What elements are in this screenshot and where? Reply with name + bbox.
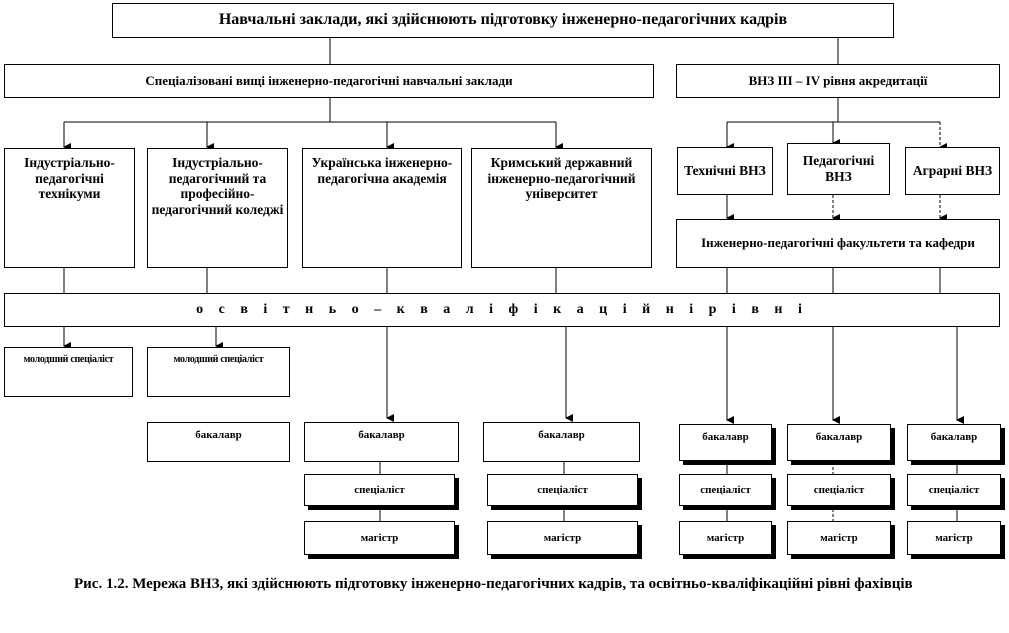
institution-industrial-colleges: Індустріально-педагогічний та професійно-педагогічний коледжі <box>147 148 288 268</box>
level-master-academy: магістр <box>304 521 455 555</box>
level-bachelor-technical: бакалавр <box>679 424 772 461</box>
institution-crimean-university: Кримський державний інженерно-педагогічний університет <box>471 148 652 268</box>
level-junior-specialist: молодший спеціаліст <box>4 347 133 397</box>
type-pedagogical: Педагогічні ВНЗ <box>787 143 890 195</box>
engineering-pedagogical-faculties: Інженерно-педагогічні факультети та кафедри <box>676 219 1000 268</box>
figure-caption: Рис. 1.2. Мережа ВНЗ, які здійснюють підготовку інженерно-педагогічних кадрів, та освітньо-кваліфікаційні рівні фахівців <box>74 576 913 592</box>
institution-ukrainian-academy: Українська інженерно-педагогічна академія <box>302 148 462 268</box>
level-specialist-academy: спеціаліст <box>304 474 455 506</box>
level-junior-specialist-college: молодший спеціаліст <box>147 347 290 397</box>
level-bachelor-college: бакалавр <box>147 422 290 462</box>
type-agrarian: Аграрні ВНЗ <box>905 147 1000 195</box>
level-bachelor-agrarian: бакалавр <box>907 424 1001 461</box>
level-specialist-pedagogical: спеціаліст <box>787 474 891 506</box>
specialized-institutions-group: Спеціалізовані вищі інженерно-педагогічні навчальні заклади <box>4 64 654 98</box>
level-master-university: магістр <box>487 521 638 555</box>
level-bachelor-academy: бакалавр <box>304 422 459 462</box>
level-specialist-technical: спеціаліст <box>679 474 772 506</box>
level-bachelor-university: бакалавр <box>483 422 640 462</box>
level-master-pedagogical: магістр <box>787 521 891 555</box>
accredited-institutions-group: ВНЗ ІІІ – ІV рівня акредитації <box>676 64 1000 98</box>
level-specialist-agrarian: спеціаліст <box>907 474 1001 506</box>
type-technical: Технічні ВНЗ <box>677 147 773 195</box>
diagram-title: Навчальні заклади, які здійснюють підготовку інженерно-педагогічних кадрів <box>112 3 894 38</box>
institution-industrial-technical-schools: Індустріально-педагогічні технікуми <box>4 148 135 268</box>
qualification-levels-bar: о с в і т н ь о – к в а л і ф і к а ц і й н і р і в н і <box>4 293 1000 327</box>
level-master-agrarian: магістр <box>907 521 1001 555</box>
level-specialist-university: спеціаліст <box>487 474 638 506</box>
level-bachelor-pedagogical: бакалавр <box>787 424 891 461</box>
level-master-technical: магістр <box>679 521 772 555</box>
